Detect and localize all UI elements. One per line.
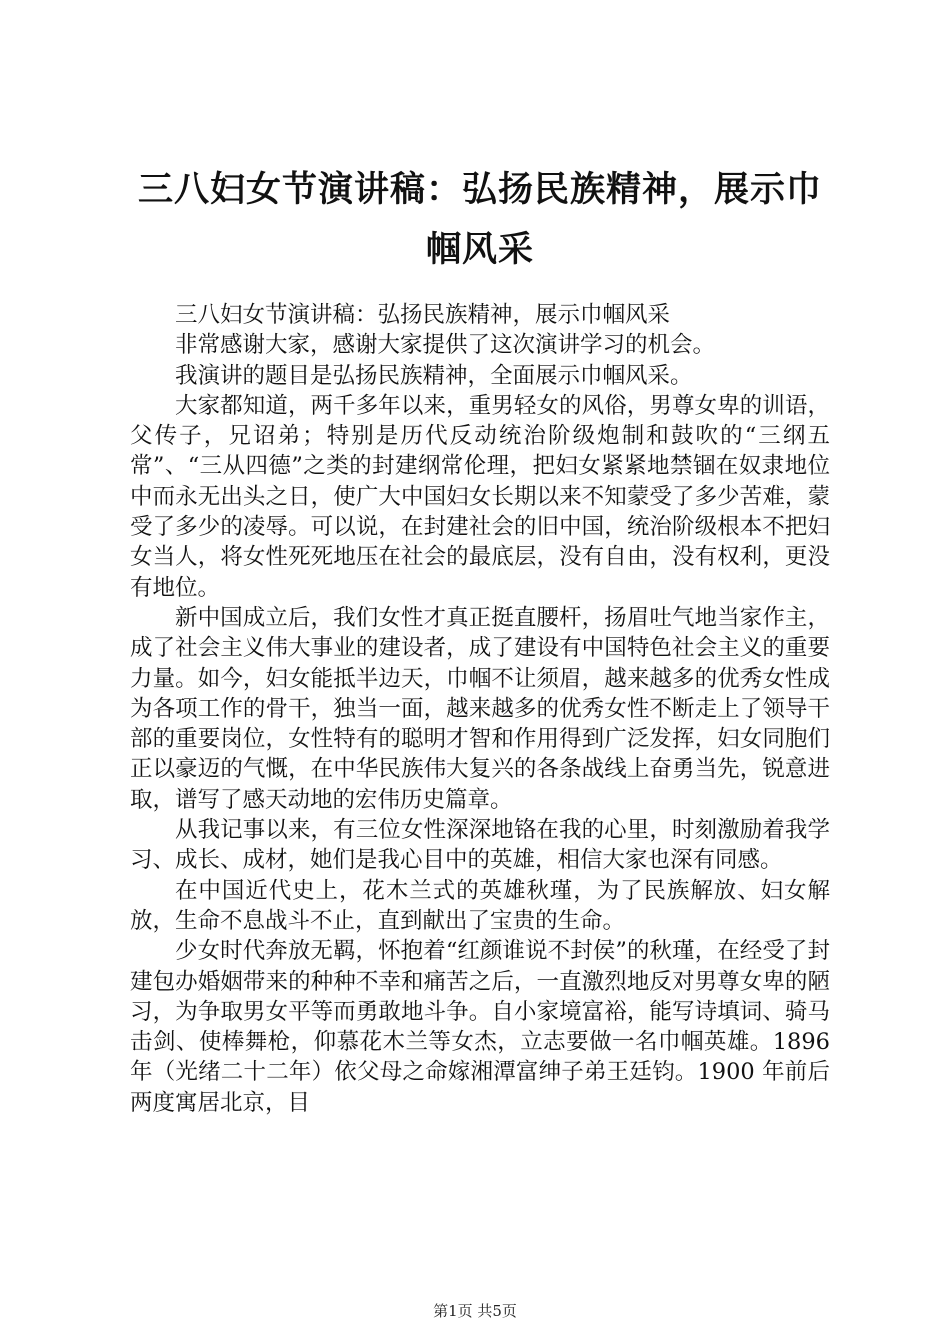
document-body [130, 300, 830, 1118]
paragraph: 我演讲的题目是弘扬民族精神，全面展示巾帼风采。 [175, 362, 693, 389]
document-title: 三八妇女节演讲稿：弘扬民族精神，展示巾帼风采 [137, 169, 822, 270]
page-footer: 第1页 共5页 [433, 1302, 517, 1320]
document-page [130, 160, 830, 1118]
paragraph: 三八妇女节演讲稿：弘扬民族精神，展示巾帼风采 [175, 302, 671, 328]
paragraph: 非常感谢大家，感谢大家提供了这次演讲学习的机会。 [175, 332, 716, 359]
paragraph: 大家都知道，两千多年以来，重男轻女的风俗，男尊女卑的训语，父传子，兄诏弟；特别是历代反动统治阶级炮制和鼓吹的“三纲五常”、“三从四德”之类的封建纲常伦理，把妇女紧紧地禁锢在奴隶地位中而永无出头之日，使广大中国妇女长期以来不知蒙受了多少苦难，蒙受了多少的凌辱。可以说，在封建社会的旧中国，统治阶级根本不把妇女当人，将女性死死地压在社会的最底层，没有自由，没有权利，更没有地位。 [130, 392, 830, 601]
paragraph: 少女时代奔放无羁，怀抱着“红颜谁说不封侯”的秋瑾，在经受了封建包办婚姻带来的种种不幸和痛苦之后，一直激烈地反对男尊女卑的陋习，为争取男女平等而勇敢地斗争。自小家境富裕，能写诗填词、骑马击剑、使棒舞枪，仰慕花木兰等女杰，立志要做一名巾帼英雄。1896 年（光绪二十二年）依父母之命嫁湘潭富绅子弟王廷钧。1900 年前后两度寓居北京，目 [130, 938, 830, 1116]
paragraph: 新中国成立后，我们女性才真正挺直腰杆，扬眉吐气地当家作主，成了社会主义伟大事业的建设者，成了建设有中国特色社会主义的重要力量。如今，妇女能抵半边天，巾帼不让须眉，越来越多的优秀女性成为各项工作的骨干，独当一面，越来越多的优秀女性不断走上了领导干部的重要岗位，女性特有的聪明才智和作用得到广泛发挥，妇女同胞们正以豪迈的气慨，在中华民族伟大复兴的各条战线上奋勇当先，锐意进取，谱写了感天动地的宏伟历史篇章。 [130, 604, 830, 813]
paragraph: 在中国近代史上，花木兰式的英雄秋瑾，为了民族解放、妇女解放，生命不息战斗不止，直到献出了宝贵的生命。 [130, 877, 830, 934]
paragraph: 从我记事以来，有三位女性深深地铬在我的心里，时刻激励着我学习、成长、成材，她们是我心目中的英雄，相信大家也深有同感。 [130, 817, 830, 874]
